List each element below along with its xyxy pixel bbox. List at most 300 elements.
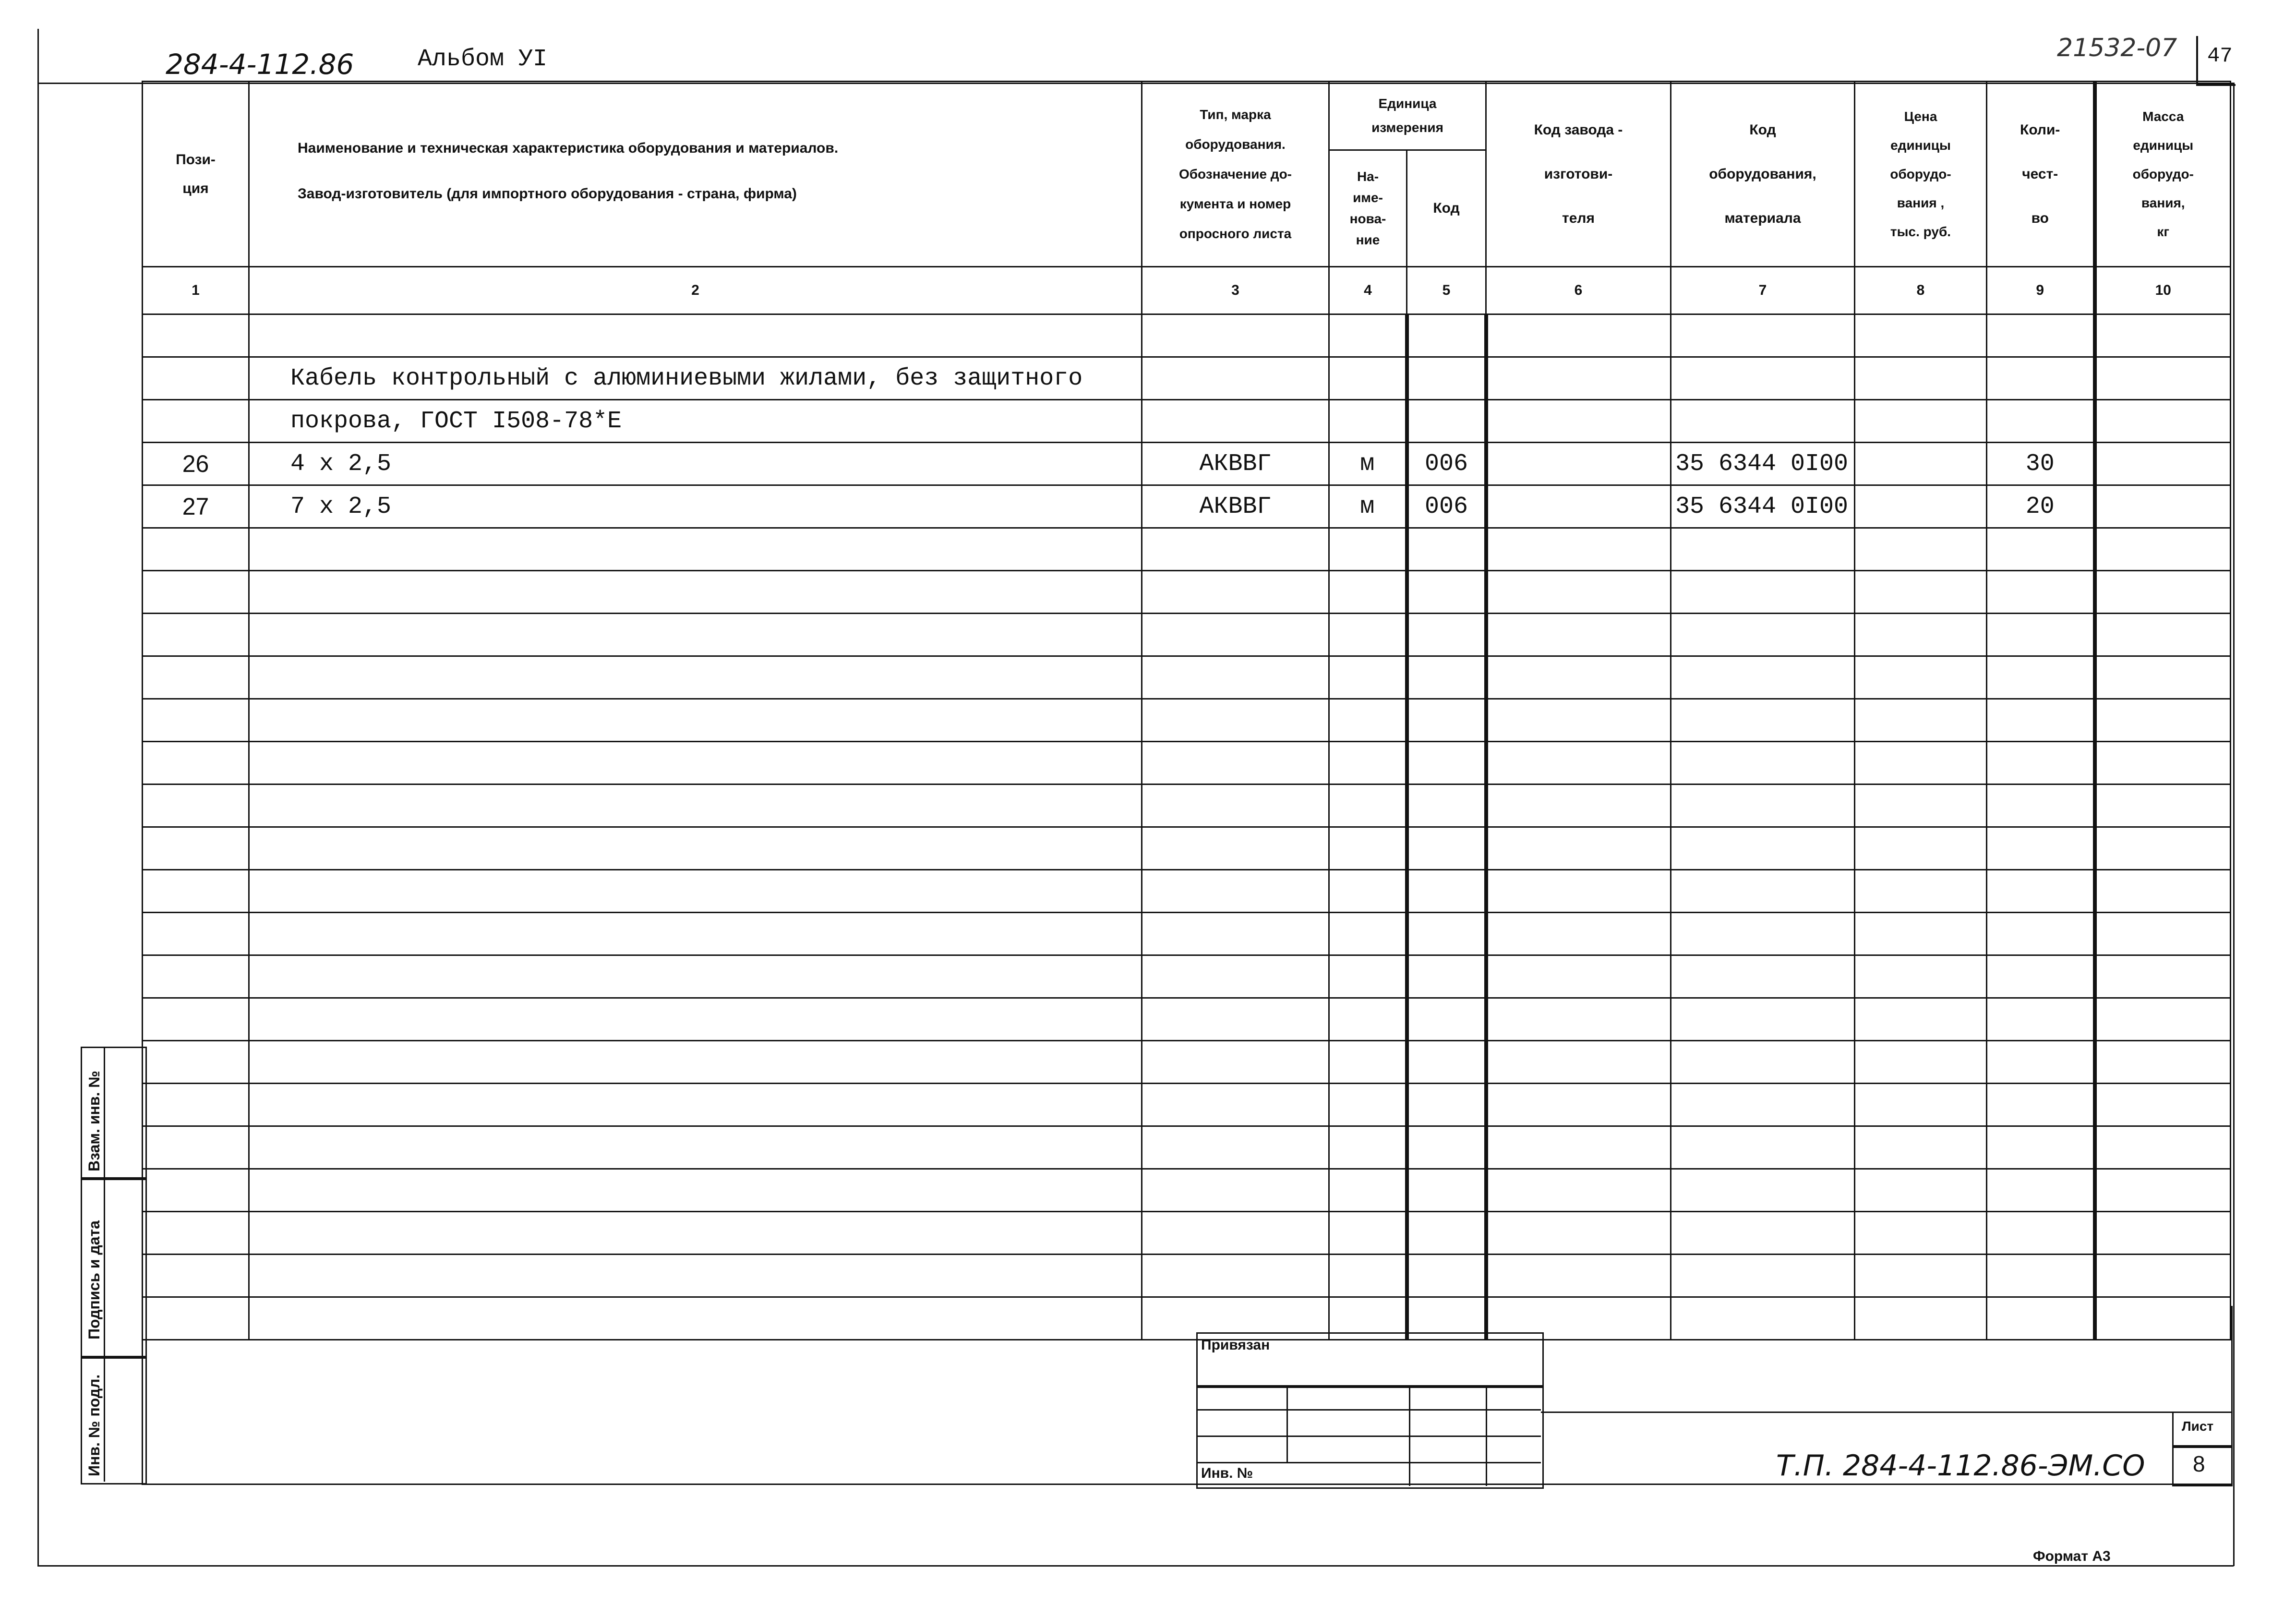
- inventory-label: Инв. №: [1201, 1465, 1253, 1481]
- header-factory-code: Код завода - изготови- теля: [1486, 82, 1671, 267]
- cell-position: [143, 1041, 249, 1084]
- cell-name: [249, 1126, 1142, 1169]
- header-unit-name: На- име- нова- ние: [1329, 150, 1407, 267]
- header-row: [143, 82, 2231, 150]
- side-label-signature-date: Подпись и дата: [85, 1220, 103, 1340]
- column-number: 9: [1987, 267, 2095, 314]
- cell-unit-code: [1407, 998, 1486, 1041]
- cell-mass: [2095, 1255, 2231, 1297]
- table-row: [143, 742, 2231, 784]
- cell-unit-code: [1407, 1126, 1486, 1169]
- cell-unit-code: [1407, 1041, 1486, 1084]
- cell-factory-code: [1486, 742, 1671, 784]
- title-block-top-line: [1541, 1412, 2230, 1413]
- cell-equipment-code: [1671, 357, 1855, 400]
- cell-name: [249, 1212, 1142, 1255]
- cell-quantity: [1987, 784, 2095, 827]
- cell-unit: [1329, 1255, 1407, 1297]
- table-row: [143, 784, 2231, 827]
- header-equipment-code: Код оборудования, материала: [1671, 82, 1855, 267]
- header-mass: Масса единицы оборудо- вания, кг: [2095, 82, 2231, 267]
- cell-mass: [2095, 314, 2231, 357]
- cell-unit: [1329, 955, 1407, 998]
- table-row: [143, 1169, 2231, 1212]
- cell-name: [249, 314, 1142, 357]
- cell-factory-code: [1486, 314, 1671, 357]
- cell-unit-code: [1407, 784, 1486, 827]
- cell-unit: м: [1329, 443, 1407, 485]
- cell-quantity: [1987, 870, 2095, 913]
- header-unit-code: Код: [1407, 150, 1486, 267]
- cell-position: [143, 784, 249, 827]
- table-row: [143, 955, 2231, 998]
- frame-bottom-line: [37, 1565, 2234, 1567]
- side-label-replace-inv: Взам. инв. №: [85, 1071, 103, 1171]
- cell-mass: [2095, 870, 2231, 913]
- cell-name: [249, 1169, 1142, 1212]
- cell-name: [249, 528, 1142, 571]
- cell-name: [249, 955, 1142, 998]
- cell-position: [143, 699, 249, 742]
- cell-mass: [2095, 742, 2231, 784]
- table-row: [143, 656, 2231, 699]
- cell-quantity: [1987, 528, 2095, 571]
- cell-type: [1142, 784, 1329, 827]
- column-number: 1: [143, 267, 249, 314]
- cell-quantity: [1987, 1041, 2095, 1084]
- cell-mass: [2095, 357, 2231, 400]
- cell-unit: [1329, 870, 1407, 913]
- cell-position: [143, 1212, 249, 1255]
- cell-type: [1142, 1169, 1329, 1212]
- cell-type: [1142, 913, 1329, 955]
- format-label: Формат А3: [2033, 1548, 2111, 1564]
- table-row: [143, 998, 2231, 1041]
- cell-equipment-code: [1671, 1084, 1855, 1126]
- cell-position: 27: [143, 485, 249, 528]
- cell-quantity: [1987, 998, 2095, 1041]
- cell-name: [249, 742, 1142, 784]
- album-code: 284-4-112.86: [166, 48, 354, 81]
- cell-quantity: [1987, 1126, 2095, 1169]
- table-row: [143, 357, 2231, 400]
- attached-grid-vline: [1286, 1385, 1288, 1462]
- cell-unit-code: [1407, 1212, 1486, 1255]
- cell-unit-code: [1407, 400, 1486, 443]
- cell-type: [1142, 400, 1329, 443]
- cell-mass: [2095, 614, 2231, 656]
- cell-unit: [1329, 784, 1407, 827]
- cell-price: [1855, 443, 1987, 485]
- sheet-label: Лист: [2182, 1419, 2214, 1434]
- cell-factory-code: [1486, 1041, 1671, 1084]
- cell-mass: [2095, 998, 2231, 1041]
- cell-equipment-code: [1671, 1212, 1855, 1255]
- cell-unit: [1329, 913, 1407, 955]
- table-row: [143, 443, 2231, 485]
- table-row: [143, 699, 2231, 742]
- cell-name: 7 х 2,5: [249, 485, 1142, 528]
- cell-unit: [1329, 357, 1407, 400]
- cell-type: [1142, 357, 1329, 400]
- cell-type: [1142, 827, 1329, 870]
- cell-unit: [1329, 1126, 1407, 1169]
- cell-factory-code: [1486, 827, 1671, 870]
- table-row: [143, 528, 2231, 571]
- cell-type: [1142, 656, 1329, 699]
- cell-unit: [1329, 1212, 1407, 1255]
- cell-type: [1142, 1212, 1329, 1255]
- cell-factory-code: [1486, 784, 1671, 827]
- column-number: 4: [1329, 267, 1407, 314]
- cell-unit: [1329, 699, 1407, 742]
- table-row: [143, 1212, 2231, 1255]
- cell-factory-code: [1486, 1126, 1671, 1169]
- table-row: [143, 870, 2231, 913]
- cell-mass: [2095, 827, 2231, 870]
- cell-name: [249, 827, 1142, 870]
- cell-position: [143, 870, 249, 913]
- cell-position: [143, 998, 249, 1041]
- cell-unit-code: [1407, 1255, 1486, 1297]
- cell-position: [143, 1084, 249, 1126]
- cell-factory-code: [1486, 656, 1671, 699]
- cell-unit-code: [1407, 955, 1486, 998]
- cell-type: [1142, 528, 1329, 571]
- cell-price: [1855, 1212, 1987, 1255]
- cell-quantity: 30: [1987, 443, 2095, 485]
- cell-mass: [2095, 571, 2231, 614]
- cell-unit-code: [1407, 870, 1486, 913]
- cell-factory-code: [1486, 913, 1671, 955]
- cell-unit-code: [1407, 827, 1486, 870]
- cell-type: [1142, 314, 1329, 357]
- cell-position: [143, 955, 249, 998]
- cell-position: [143, 357, 249, 400]
- cell-price: [1855, 314, 1987, 357]
- cell-type: [1142, 1126, 1329, 1169]
- cell-unit: [1329, 314, 1407, 357]
- cell-mass: [2095, 443, 2231, 485]
- cell-name: [249, 784, 1142, 827]
- cell-factory-code: [1486, 443, 1671, 485]
- cell-type: АКВВГ: [1142, 443, 1329, 485]
- cell-unit-code: [1407, 1084, 1486, 1126]
- cell-equipment-code: [1671, 400, 1855, 443]
- cell-equipment-code: [1671, 314, 1855, 357]
- album-label: Альбом УI: [418, 46, 548, 73]
- table-row: [143, 1041, 2231, 1084]
- cell-position: [143, 1169, 249, 1212]
- attached-grid-vline: [1409, 1385, 1410, 1486]
- cell-unit-code: [1407, 699, 1486, 742]
- header-unit-group: Единица измерения: [1329, 82, 1486, 150]
- cell-quantity: [1987, 1212, 2095, 1255]
- header-quantity: Коли- чест- во: [1987, 82, 2095, 267]
- cell-position: [143, 1255, 249, 1297]
- cell-name: [249, 1041, 1142, 1084]
- cell-price: [1855, 1255, 1987, 1297]
- cell-type: [1142, 998, 1329, 1041]
- cell-quantity: [1987, 913, 2095, 955]
- table-row: [143, 1126, 2231, 1169]
- cell-unit: [1329, 998, 1407, 1041]
- header-price: Цена единицы оборудо- вания , тыс. руб.: [1855, 82, 1987, 267]
- cell-name: покрова, ГОСТ I508-78*Е: [249, 400, 1142, 443]
- cell-price: [1855, 827, 1987, 870]
- cell-name: 4 х 2,5: [249, 443, 1142, 485]
- cell-equipment-code: 35 6344 0I00: [1671, 443, 1855, 485]
- cell-quantity: [1987, 357, 2095, 400]
- column-number: 7: [1671, 267, 1855, 314]
- cell-factory-code: [1486, 357, 1671, 400]
- cell-unit-code: [1407, 314, 1486, 357]
- cell-quantity: [1987, 1084, 2095, 1126]
- cell-quantity: [1987, 955, 2095, 998]
- cell-mass: [2095, 1126, 2231, 1169]
- cell-unit: м: [1329, 485, 1407, 528]
- cell-mass: [2095, 400, 2231, 443]
- cell-type: [1142, 1084, 1329, 1126]
- cell-equipment-code: [1671, 656, 1855, 699]
- cell-mass: [2095, 784, 2231, 827]
- cell-position: [143, 827, 249, 870]
- cell-price: [1855, 1169, 1987, 1212]
- cell-equipment-code: 35 6344 0I00: [1671, 485, 1855, 528]
- cell-price: [1855, 528, 1987, 571]
- cell-price: [1855, 357, 1987, 400]
- cell-price: [1855, 1126, 1987, 1169]
- cell-unit-code: [1407, 656, 1486, 699]
- table-row: [143, 913, 2231, 955]
- column-number-row: [143, 267, 2231, 314]
- cell-factory-code: [1486, 1084, 1671, 1126]
- attached-grid-line: [1196, 1436, 1541, 1437]
- cell-factory-code: [1486, 1255, 1671, 1297]
- cell-mass: [2095, 955, 2231, 998]
- table-row: [143, 827, 2231, 870]
- cell-position: [143, 314, 249, 357]
- cell-price: [1855, 1084, 1987, 1126]
- cell-mass: [2095, 1169, 2231, 1212]
- attached-grid-vline: [1486, 1385, 1487, 1486]
- cell-mass: [2095, 656, 2231, 699]
- cell-quantity: [1987, 571, 2095, 614]
- cell-factory-code: [1486, 528, 1671, 571]
- cell-price: [1855, 998, 1987, 1041]
- cell-price: [1855, 656, 1987, 699]
- cell-type: [1142, 742, 1329, 784]
- cell-quantity: [1987, 656, 2095, 699]
- cell-position: [143, 400, 249, 443]
- cell-type: [1142, 870, 1329, 913]
- cell-unit-code: [1407, 571, 1486, 614]
- cell-position: [143, 528, 249, 571]
- cell-name: [249, 699, 1142, 742]
- cell-name: [249, 913, 1142, 955]
- cell-quantity: [1987, 699, 2095, 742]
- cell-unit-code: 006: [1407, 443, 1486, 485]
- cell-factory-code: [1486, 400, 1671, 443]
- header-name: Наименование и техническая характеристика оборудования и материалов. Завод-изготовитель (для импортного оборудования - страна, фирма): [249, 82, 1142, 267]
- cell-unit-code: [1407, 742, 1486, 784]
- cell-equipment-code: [1671, 870, 1855, 913]
- cell-price: [1855, 614, 1987, 656]
- cell-price: [1855, 913, 1987, 955]
- column-number: 3: [1142, 267, 1329, 314]
- cell-name: [249, 1255, 1142, 1297]
- cell-quantity: [1987, 314, 2095, 357]
- cell-factory-code: [1486, 1212, 1671, 1255]
- table-row: [143, 314, 2231, 357]
- cell-price: [1855, 955, 1987, 998]
- cell-price: [1855, 571, 1987, 614]
- cell-equipment-code: [1671, 1126, 1855, 1169]
- cell-unit-code: 006: [1407, 485, 1486, 528]
- cell-equipment-code: [1671, 913, 1855, 955]
- cell-equipment-code: [1671, 1041, 1855, 1084]
- cell-type: [1142, 955, 1329, 998]
- cell-mass: [2095, 485, 2231, 528]
- cell-price: [1855, 784, 1987, 827]
- cell-type: АКВВГ: [1142, 485, 1329, 528]
- cell-type: [1142, 571, 1329, 614]
- cell-price: [1855, 485, 1987, 528]
- header-type: Тип, марка оборудования. Обозначение до- кумента и номер опросного листа: [1142, 82, 1329, 267]
- cell-unit: [1329, 656, 1407, 699]
- cell-mass: [2095, 1084, 2231, 1126]
- cell-equipment-code: [1671, 742, 1855, 784]
- cell-unit-code: [1407, 614, 1486, 656]
- cell-equipment-code: [1671, 827, 1855, 870]
- table-row: [143, 1255, 2231, 1297]
- cell-type: [1142, 614, 1329, 656]
- cell-position: [143, 913, 249, 955]
- cell-price: [1855, 699, 1987, 742]
- table-row: [143, 400, 2231, 443]
- cell-unit: [1329, 1169, 1407, 1212]
- cell-unit: [1329, 1041, 1407, 1084]
- cell-name: Кабель контрольный с алюминиевыми жилами, без защитного: [249, 357, 1142, 400]
- cell-position: [143, 571, 249, 614]
- cell-unit: [1329, 614, 1407, 656]
- cell-type: [1142, 1041, 1329, 1084]
- attached-grid-line: [1196, 1409, 1541, 1411]
- cell-position: 26: [143, 443, 249, 485]
- table-row: [143, 1084, 2231, 1126]
- cell-unit-code: [1407, 357, 1486, 400]
- cell-unit: [1329, 528, 1407, 571]
- cell-quantity: [1987, 614, 2095, 656]
- document-code: Т.П. 284-4-112.86-ЭМ.СО: [1776, 1449, 2145, 1483]
- cell-unit: [1329, 400, 1407, 443]
- cell-equipment-code: [1671, 699, 1855, 742]
- cell-quantity: [1987, 1255, 2095, 1297]
- cell-name: [249, 998, 1142, 1041]
- cell-equipment-code: [1671, 784, 1855, 827]
- cell-equipment-code: [1671, 1255, 1855, 1297]
- cell-mass: [2095, 913, 2231, 955]
- cell-mass: [2095, 1212, 2231, 1255]
- cell-equipment-code: [1671, 614, 1855, 656]
- cell-position: [143, 1126, 249, 1169]
- cell-price: [1855, 870, 1987, 913]
- cell-mass: [2095, 699, 2231, 742]
- cell-quantity: 20: [1987, 485, 2095, 528]
- specification-table: [142, 81, 2231, 1340]
- cell-unit: [1329, 1084, 1407, 1126]
- cell-unit: [1329, 571, 1407, 614]
- cell-name: [249, 870, 1142, 913]
- cell-factory-code: [1486, 485, 1671, 528]
- cell-quantity: [1987, 400, 2095, 443]
- sheet-number: 8: [2193, 1451, 2205, 1476]
- cell-equipment-code: [1671, 528, 1855, 571]
- header-position: Пози- ция: [143, 82, 249, 267]
- cell-factory-code: [1486, 614, 1671, 656]
- cell-factory-code: [1486, 699, 1671, 742]
- cell-factory-code: [1486, 955, 1671, 998]
- column-number: 5: [1407, 267, 1486, 314]
- page-number: 47: [2207, 44, 2233, 68]
- cell-factory-code: [1486, 998, 1671, 1041]
- cell-name: [249, 1084, 1142, 1126]
- cell-unit-code: [1407, 913, 1486, 955]
- column-number: 6: [1486, 267, 1671, 314]
- archive-number: 21532-07: [2057, 34, 2177, 62]
- cell-position: [143, 614, 249, 656]
- cell-name: [249, 614, 1142, 656]
- cell-type: [1142, 1255, 1329, 1297]
- cell-factory-code: [1486, 571, 1671, 614]
- table-row: [143, 614, 2231, 656]
- column-number: 10: [2095, 267, 2231, 314]
- cell-unit: [1329, 742, 1407, 784]
- frame-left-line: [37, 29, 39, 1565]
- cell-mass: [2095, 1041, 2231, 1084]
- cell-price: [1855, 1041, 1987, 1084]
- side-label-inv-original: Инв. № подл.: [85, 1374, 103, 1476]
- cell-quantity: [1987, 742, 2095, 784]
- cell-unit: [1329, 827, 1407, 870]
- cell-quantity: [1987, 1169, 2095, 1212]
- frame-right-line: [2233, 83, 2235, 1566]
- cell-price: [1855, 400, 1987, 443]
- cell-factory-code: [1486, 1169, 1671, 1212]
- cell-equipment-code: [1671, 571, 1855, 614]
- column-number: 2: [249, 267, 1142, 314]
- cell-equipment-code: [1671, 955, 1855, 998]
- cell-price: [1855, 742, 1987, 784]
- cell-type: [1142, 699, 1329, 742]
- cell-position: [143, 742, 249, 784]
- cell-quantity: [1987, 827, 2095, 870]
- cell-unit-code: [1407, 1169, 1486, 1212]
- cell-position: [143, 656, 249, 699]
- cell-name: [249, 571, 1142, 614]
- cell-equipment-code: [1671, 1169, 1855, 1212]
- cell-equipment-code: [1671, 998, 1855, 1041]
- table-row: [143, 571, 2231, 614]
- attached-label: Привязан: [1201, 1337, 1270, 1353]
- cell-unit-code: [1407, 528, 1486, 571]
- cell-name: [249, 656, 1142, 699]
- attached-grid-line: [1196, 1462, 1541, 1463]
- column-number: 8: [1855, 267, 1987, 314]
- cell-mass: [2095, 528, 2231, 571]
- cell-factory-code: [1486, 870, 1671, 913]
- table-row: [143, 485, 2231, 528]
